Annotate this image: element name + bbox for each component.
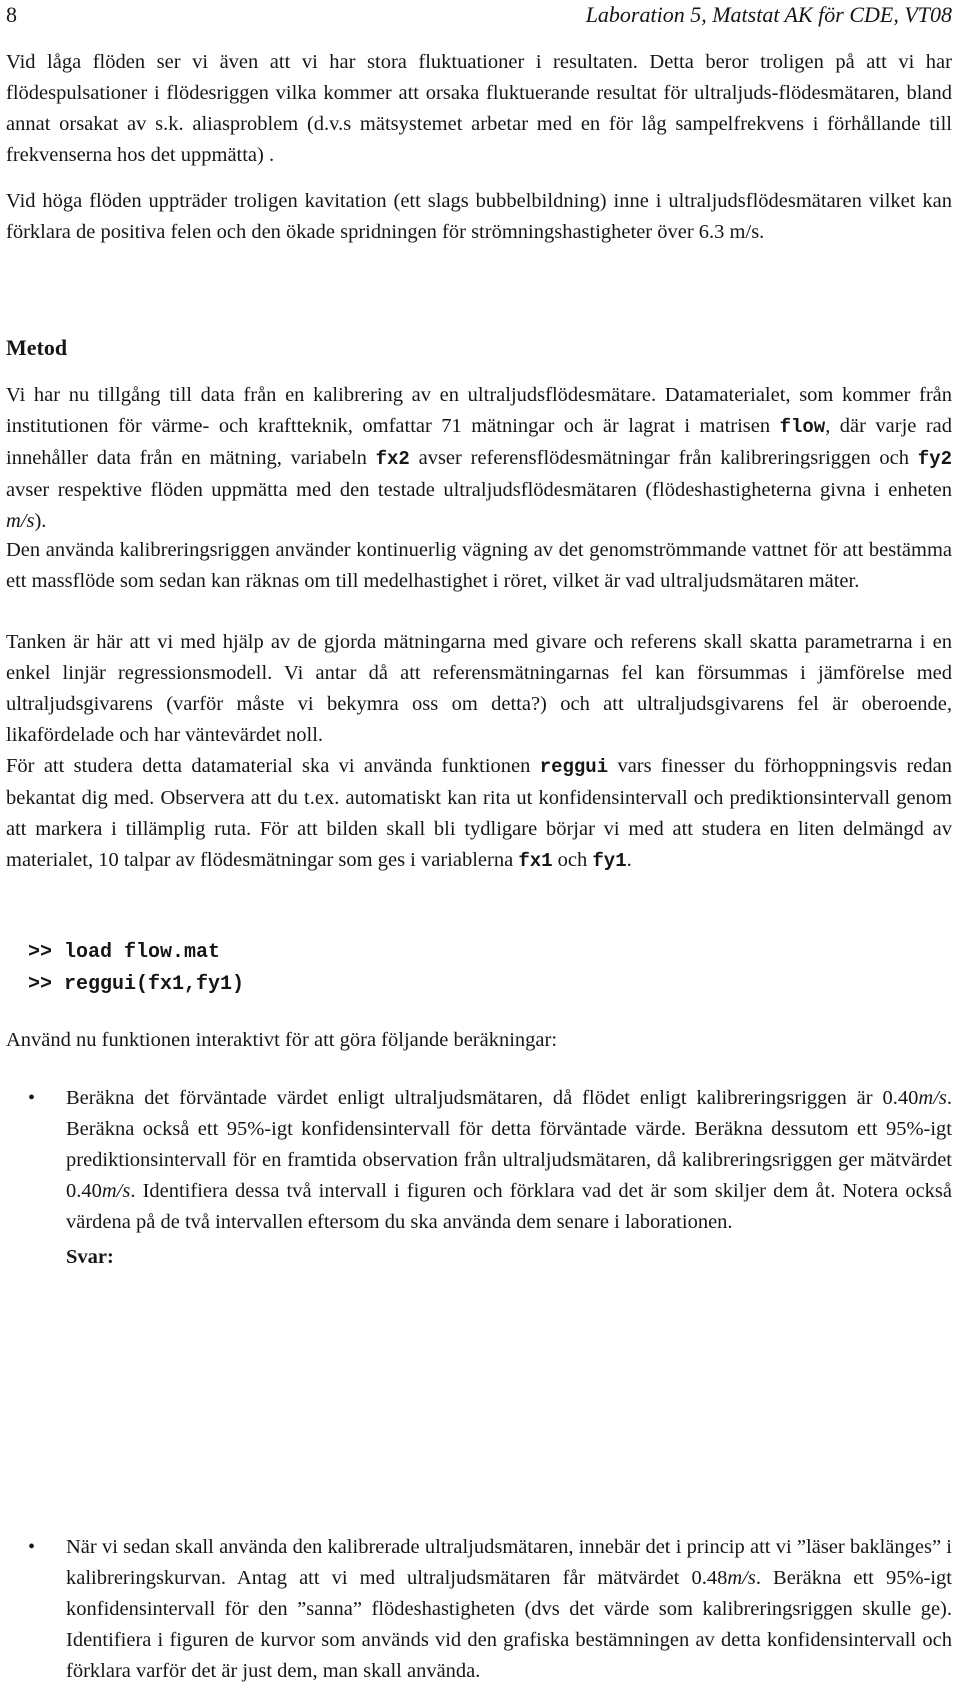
unit-text: m/s [6,510,35,532]
text-run: avser referensflödesmätningar från kalibreringsriggen och [409,447,918,469]
answer-label: Svar: [66,1246,114,1268]
text-run: . Beräkna också ett 95%-igt konfidensintervall för detta förväntade värde. Beräkna dessutom ett 95%-igt prediktionsintervall för en framtida observation från ultraljudsmätaren, då kalibreringsriggen ger mätvärdet 0.40 [66,1087,952,1202]
unit-text: m/s [918,1087,947,1109]
text-run: För att studera detta datamaterial ska vi använda funktionen [6,755,540,777]
text-run: Vi har nu tillgång till data från en kalibrering av en ultraljudsflödesmätare. Datamaterialet, som kommer från institutionen för värme- och kraftteknik, omfattar 71 mätningar och är lagrat i matrisen [6,384,952,437]
code-variable-fx2: fx2 [375,448,410,470]
page-header [6,2,952,34]
text-run: avser respektive flöden uppmätta med den testade ultraljudsflödesmätaren (flödeshastigheterna givna i enheten [6,479,952,501]
list-item-2 [66,1532,952,1687]
method-paragraph-4 [6,751,952,877]
method-paragraph-1 [6,380,952,537]
text-run: . Identifiera dessa två intervall i figuren och förklara vad det är som skiljer dem åt. Notera också värdena på de två intervallen eftersom du ska använda dem senare i laborationen. [66,1180,952,1233]
text-run: vars finesser du förhoppningsvis redan bekantat dig med. Observera att du t.ex. automatiskt kan rita ut konfidensintervall och prediktionsintervall genom att markera i tillämplig ruta. För att bilden skall bli tydligare börjar vi med att studera en liten delmängd av materialet, 10 talpar av flödesmätningar som ges i variablerna [6,755,952,871]
code-line-reggui: >> reggui(fx1,fy1) [28,973,245,996]
text-run: , där varje rad innehåller data från en mätning, variabeln [6,415,953,469]
page-number: 8 [6,2,17,27]
method-paragraph-3: Tanken är här att vi med hjälp av de gjorda mätningarna med givare och referens skall skatta parametrarna i en enkel linjär regressionsmodell. Vi antar då att referensmätningarnas fel kan försummas i jämförelse med ultraljudsgivarens (varför måste vi bekymra oss om detta?) och att ultraljudsgivarens fel är oberoende, likafördelade och har väntevärdet noll. [6,631,952,746]
section-heading-metod: Metod [6,335,68,360]
unit-text: m/s [727,1567,756,1589]
intro-paragraph-1: Vid låga flöden ser vi även att vi har stora fluktuationer i resultaten. Detta beror troligen på att vi har flödespulsationer i flödesriggen vilka kommer att orsaka fluktuerande resultat för ultraljuds-flödesmätaren, bland annat orsakat av s.k. aliasproblem (d.v.s mätsystemet arbetar med en för låg sampelfrekvens i förhållande till frekvenserna hos det uppmätta) . [6,51,952,166]
text-run: ). [34,510,47,532]
text-run: När vi sedan skall använda den kalibrerade ultraljudsmätaren, innebär det i princip att vi ”läser baklänges” i kalibreringskurvan. Antag att vi med ultraljudsmätaren får mätvärdet 0.48 [66,1536,952,1589]
instructions-intro: Använd nu funktionen interaktivt för att göra följande beräkningar: [6,1029,558,1051]
running-title: Laboration 5, Matstat AK för CDE, VT08 [585,2,952,27]
text-run: . Beräkna ett 95%-igt konfidensintervall för den ”sanna” flödeshastigheten (dvs det värde som kalibreringsriggen skulle ge). Identifiera i figuren de kurvor som används vid den grafiska bestämningen av detta konfidensintervall och förklara varför det är just dem, man skall använda. [66,1567,952,1682]
code-variable-fx1: fx1 [518,850,553,872]
intro-paragraph-2: Vid höga flöden uppträder troligen kavitation (ett slags bubbelbildning) inne i ultraljudsflödesmätaren vilket kan förklara de positiva felen och den ökade spridningen för strömningshastigheter över 6.3 m/s. [6,190,952,243]
code-variable-fy1: fy1 [592,850,627,872]
code-variable-flow: flow [779,416,826,438]
code-line-load: >> load flow.mat [28,941,221,964]
unit-text: m/s [101,1180,131,1202]
text-run: . [626,849,632,871]
code-block [28,937,244,1001]
bullet-icon: • [28,1087,36,1109]
method-paragraph-2: Den använda kalibreringsriggen använder kontinuerlig vägning av det genomströmmande vattnet för att bestämma ett massflöde som sedan kan räknas om till medelhastighet i röret, vilket är vad ultraljudsmätaren mäter. [6,539,952,592]
text-run: Beräkna det förväntade värdet enligt ultraljudsmätaren, då flödet enligt kalibreringsriggen är 0.40 [66,1087,919,1109]
text-run: och [552,849,593,871]
code-function-reggui: reggui [539,756,609,778]
bullet-icon: • [28,1536,36,1558]
code-variable-fy2: fy2 [917,448,953,470]
list-item-1 [66,1083,952,1238]
